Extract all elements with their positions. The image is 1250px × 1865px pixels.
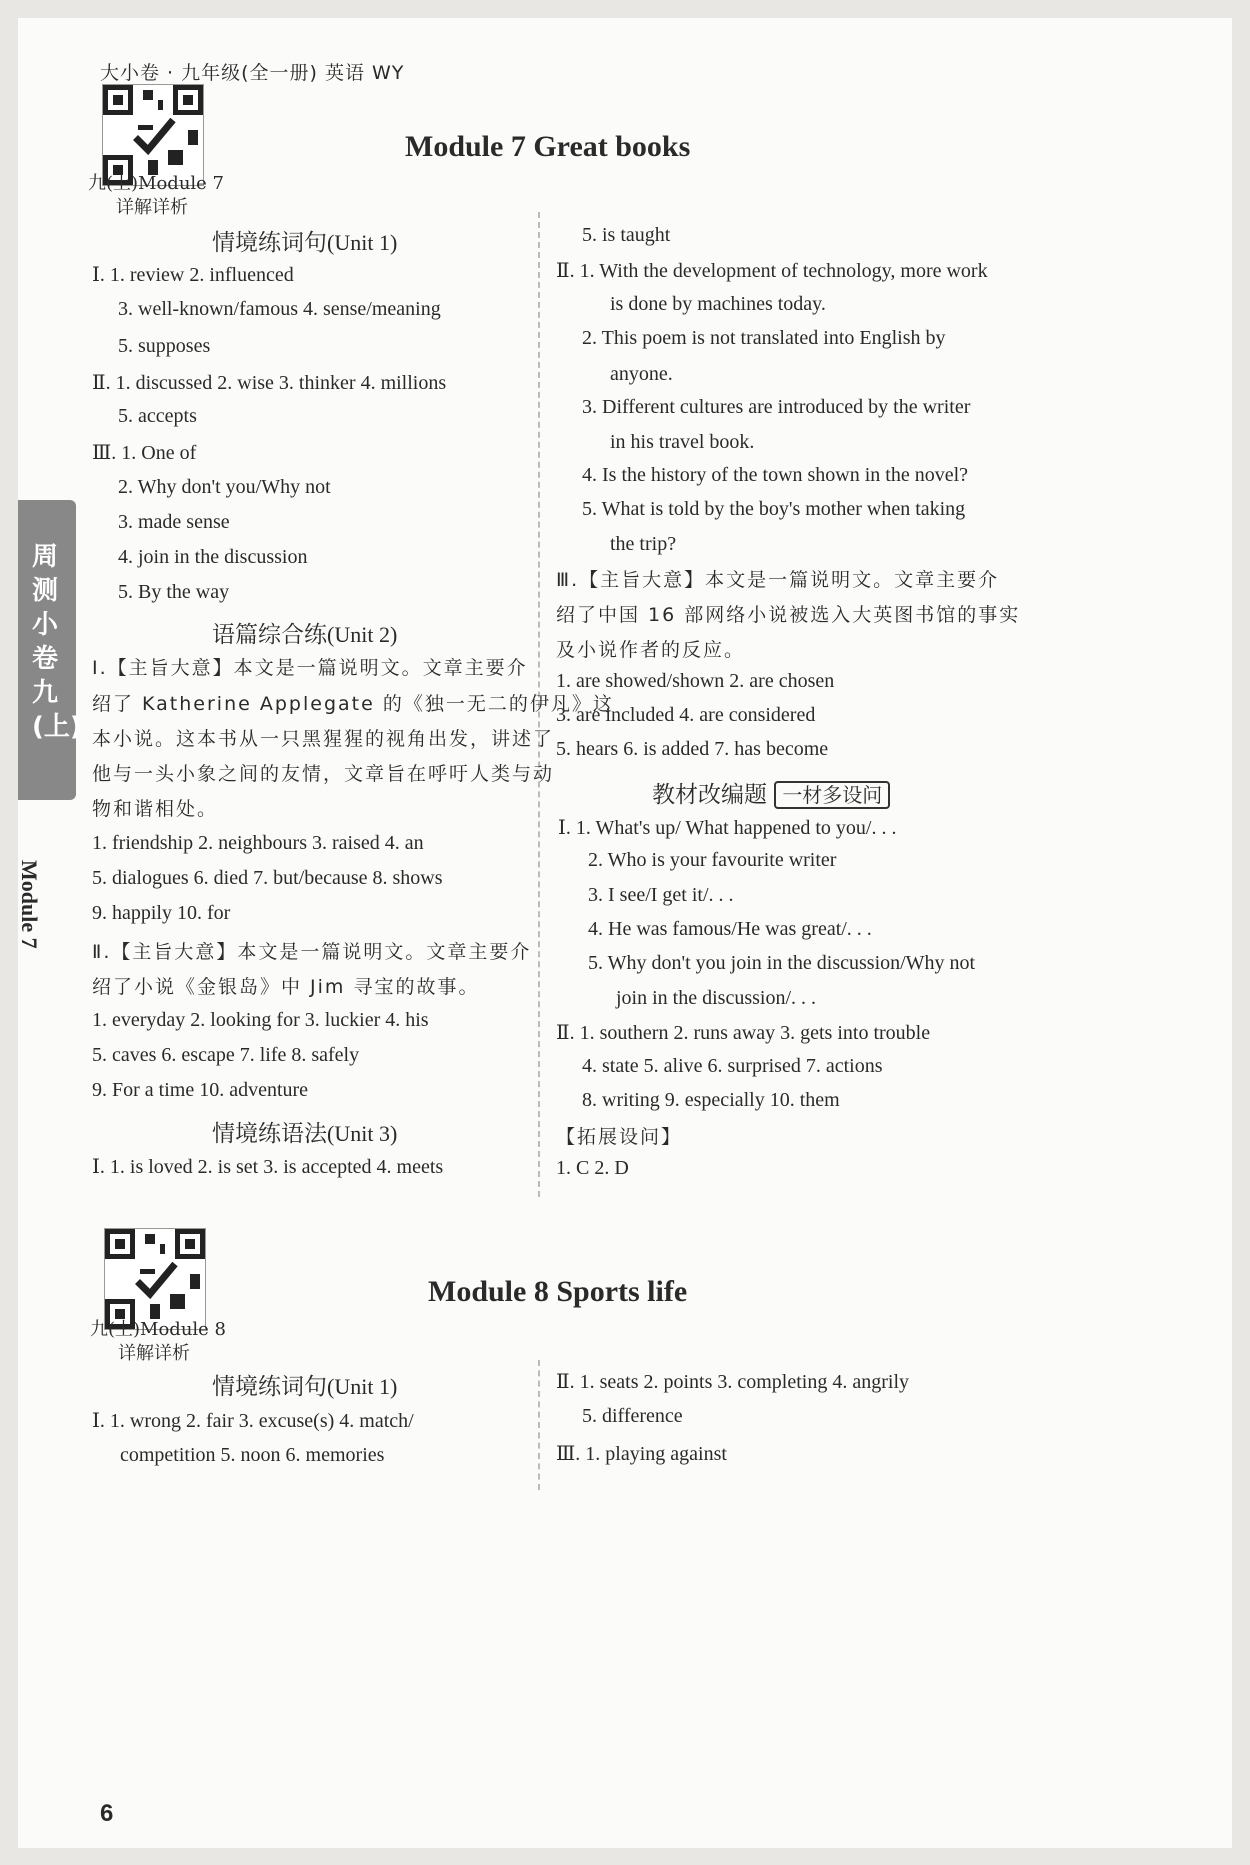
answer-line: is done by machines today. — [610, 293, 826, 315]
answer-line: 5. supposes — [118, 335, 211, 357]
section-heading-unit2 — [212, 616, 397, 649]
section-title: 情境练词句 — [212, 230, 327, 256]
answer-line: 1. friendship 2. neighbours 3. raised 4. an — [92, 832, 424, 854]
qr-code-module7[interactable] — [102, 84, 204, 186]
answer-line: 4. state 5. alive 6. surprised 7. actions — [582, 1055, 883, 1077]
answer-line: 5. By the way — [118, 581, 230, 603]
page-number: 6 — [100, 1800, 114, 1827]
answer-line: Ⅱ. 1. discussed 2. wise 3. thinker 4. millions — [92, 372, 447, 394]
side-module-label: Module 7 — [17, 860, 42, 949]
answer-line: 绍了 Katherine Applegate 的《独一无二的伊凡》这 — [92, 693, 614, 715]
answer-line: 3. I see/I get it/. . . — [588, 884, 734, 906]
section-heading-unit3 — [212, 1115, 397, 1148]
section-heading-textbook — [652, 776, 890, 809]
section-unit: (Unit 3) — [327, 1121, 398, 1146]
answer-line: 2. Who is your favourite writer — [588, 849, 837, 871]
section-title: 情境练语法 — [212, 1121, 327, 1147]
module7-title: Module 7 Great books — [405, 130, 691, 163]
answer-line: 3. are included 4. are considered — [556, 704, 816, 726]
qr-caption-module7 — [88, 172, 225, 220]
qr-caption-line2: 详解详析 — [118, 1343, 190, 1364]
answer-line: 他与一头小象之间的友情，文章旨在呼吁人类与动 — [92, 763, 555, 785]
column-divider-module8 — [538, 1360, 540, 1490]
section-title: 教材改编题 — [652, 782, 767, 808]
answer-line: 9. For a time 10. adventure — [92, 1079, 309, 1101]
qr-icon — [105, 1229, 205, 1329]
book-header: 大小卷 · 九年级(全一册) 英语 WY — [100, 62, 405, 84]
answer-line: 1. everyday 2. looking for 3. luckier 4. his — [92, 1009, 429, 1031]
qr-caption-line1: 九(上)Module 7 — [88, 173, 225, 194]
answer-line: 9. happily 10. for — [92, 902, 231, 924]
qr-icon — [103, 85, 203, 185]
answer-line: 1. C 2. D — [556, 1157, 629, 1179]
answer-line: Ⅰ.【主旨大意】本文是一篇说明文。文章主要介 — [92, 657, 528, 679]
qr-code-module8[interactable] — [104, 1228, 206, 1330]
answer-line: 5. hears 6. is added 7. has become — [556, 738, 829, 760]
unit3-answer-line: Ⅰ. 1. is loved 2. is set 3. is accepted 4. meets — [92, 1156, 444, 1178]
answer-line: 5. What is told by the boy's mother when taking — [582, 498, 966, 520]
answer-line: anyone. — [610, 363, 673, 385]
section-heading-module8-unit1 — [212, 1368, 397, 1401]
answer-line: Ⅲ.【主旨大意】本文是一篇说明文。文章主要介 — [556, 569, 1000, 591]
answer-line: competition 5. noon 6. memories — [120, 1444, 385, 1466]
side-tab-label: 周测小卷九(上) — [32, 542, 82, 742]
answer-line: 5. accepts — [118, 405, 197, 427]
answer-line: 绍了中国 16 部网络小说被选入大英图书馆的事实 — [556, 604, 1021, 626]
answer-line: Ⅲ. 1. One of — [92, 442, 197, 464]
answer-line: 5. dialogues 6. died 7. but/because 8. shows — [92, 867, 443, 889]
answer-line: 3. Different cultures are introduced by the writer — [582, 396, 971, 418]
answer-line: 及小说作者的反应。 — [556, 639, 746, 661]
module8-title: Module 8 Sports life — [428, 1275, 688, 1308]
section-unit: (Unit 2) — [327, 622, 398, 647]
answer-line: 绍了小说《金银岛》中 Jim 寻宝的故事。 — [92, 976, 480, 998]
answer-line: 5. Why don't you join in the discussion/Why not — [588, 952, 976, 974]
qr-caption-module8 — [90, 1318, 227, 1366]
answer-line: 4. Is the history of the town shown in the novel? — [582, 464, 969, 486]
answer-line: 1. are showed/shown 2. are chosen — [556, 670, 835, 692]
answer-line: 本小说。这本书从一只黑猩猩的视角出发，讲述了 — [92, 728, 555, 750]
answer-line: Ⅲ. 1. playing against — [556, 1443, 727, 1465]
qr-caption-line1: 九(上)Module 8 — [90, 1319, 227, 1340]
answer-line: Ⅱ. 1. southern 2. runs away 3. gets into trouble — [556, 1022, 931, 1044]
section-title: 情境练词句 — [212, 1374, 327, 1400]
answer-line: 物和谐相处。 — [92, 798, 219, 820]
answer-line: Ⅱ. 1. seats 2. points 3. completing 4. angrily — [556, 1371, 909, 1393]
qr-caption-line2: 详解详析 — [116, 197, 188, 218]
answer-line: 2. Why don't you/Why not — [118, 476, 331, 498]
answer-line: Ⅱ.【主旨大意】本文是一篇说明文。文章主要介 — [92, 941, 532, 963]
answer-line: 3. made sense — [118, 511, 230, 533]
answer-line: 4. He was famous/He was great/. . . — [588, 918, 872, 940]
answer-line: Ⅰ. 1. wrong 2. fair 3. excuse(s) 4. match/ — [92, 1410, 414, 1432]
answer-line: Ⅰ. 1. review 2. influenced — [92, 264, 294, 286]
answer-line: 8. writing 9. especially 10. them — [582, 1089, 840, 1111]
section-title: 语篇综合练 — [212, 622, 327, 648]
answer-line: 2. This poem is not translated into English by — [582, 327, 946, 349]
section-unit: (Unit 1) — [327, 230, 398, 255]
answer-line: 【拓展设问】 — [556, 1126, 683, 1148]
answer-line: 4. join in the discussion — [118, 546, 308, 568]
answer-line: join in the discussion/. . . — [616, 987, 816, 1009]
answer-line: 5. caves 6. escape 7. life 8. safely — [92, 1044, 360, 1066]
answer-line: 3. well-known/famous 4. sense/meaning — [118, 298, 441, 320]
answer-line: Ⅰ. 1. What's up/ What happened to you/. . . — [558, 817, 897, 839]
section-heading-unit1 — [212, 224, 397, 257]
answer-line: 5. is taught — [582, 224, 671, 246]
section-unit: (Unit 1) — [327, 1374, 398, 1399]
section-tag: 一材多设问 — [774, 781, 890, 809]
answer-line: Ⅱ. 1. With the development of technology, more work — [556, 260, 988, 282]
answer-line: the trip? — [610, 533, 677, 555]
answer-line: 5. difference — [582, 1405, 683, 1427]
answer-line: in his travel book. — [610, 431, 755, 453]
side-tab — [18, 500, 82, 800]
